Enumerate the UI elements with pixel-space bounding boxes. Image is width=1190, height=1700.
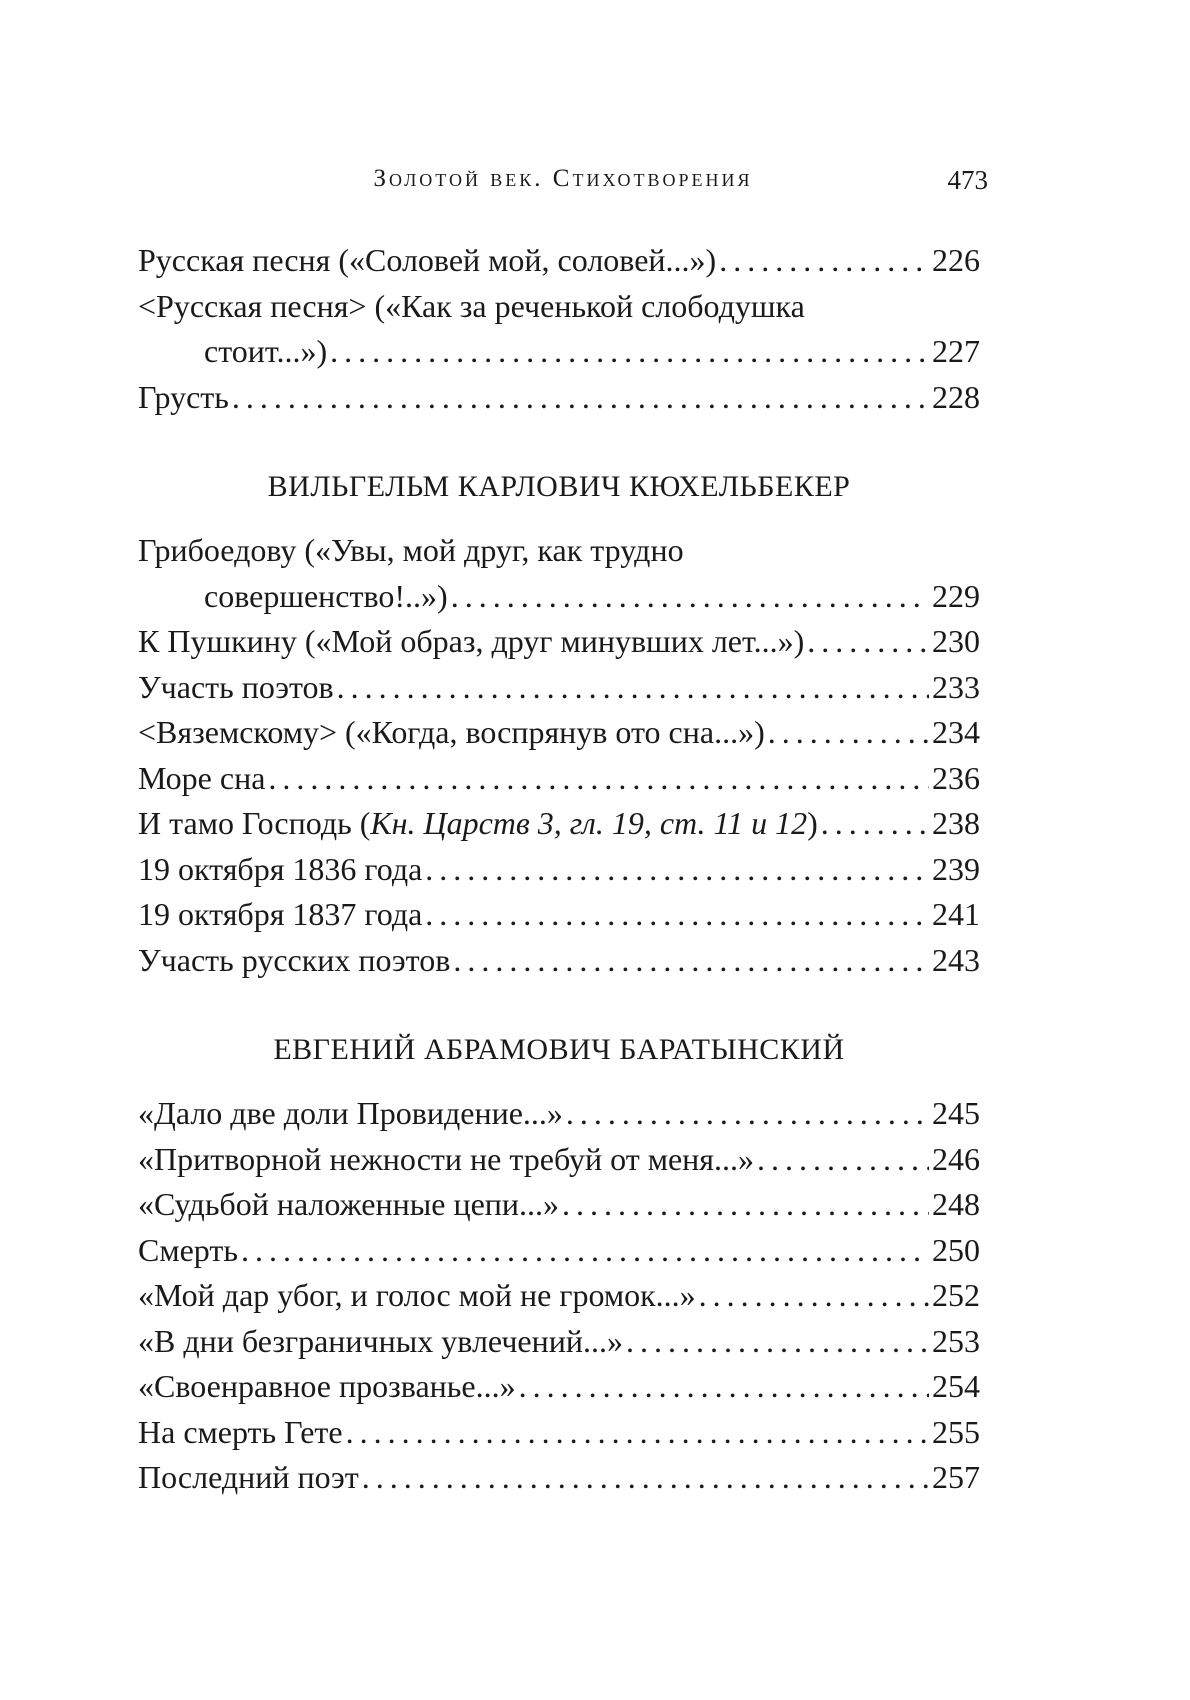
entry-title: «В дни безграничных увлечений...» bbox=[138, 1322, 623, 1359]
dot-leader bbox=[425, 892, 929, 938]
dot-leader bbox=[337, 665, 929, 711]
table-of-contents bbox=[138, 238, 980, 1501]
entry-page: 245 bbox=[932, 1095, 980, 1131]
entry-title: Русская песня («Соловей мой, соловей...») bbox=[138, 242, 717, 278]
toc-entry[interactable] bbox=[138, 938, 980, 984]
dot-leader bbox=[562, 1182, 929, 1228]
dot-leader bbox=[768, 710, 929, 756]
toc-entry[interactable] bbox=[138, 1228, 980, 1274]
entry-page: 253 bbox=[932, 1322, 980, 1359]
entry-title: Море сна bbox=[138, 759, 266, 796]
entry-page: 226 bbox=[932, 242, 980, 278]
toc-entry[interactable] bbox=[138, 892, 980, 938]
toc-entry[interactable] bbox=[138, 1410, 980, 1456]
toc-entry[interactable] bbox=[138, 1455, 980, 1501]
toc-entry[interactable] bbox=[138, 1364, 980, 1410]
toc-entry[interactable] bbox=[138, 238, 980, 284]
dot-leader bbox=[821, 801, 929, 847]
entry-page: 228 bbox=[932, 378, 980, 415]
dot-leader bbox=[268, 756, 929, 802]
entry-title-end: ) bbox=[807, 805, 818, 841]
entry-page: 246 bbox=[932, 1140, 980, 1177]
running-title: Золотой век. Стихотворения bbox=[373, 165, 753, 192]
toc-entry[interactable] bbox=[138, 1091, 980, 1137]
entry-page: 238 bbox=[932, 805, 980, 841]
dot-leader bbox=[362, 1455, 929, 1501]
entry-page: 234 bbox=[932, 714, 980, 750]
entry-page: 227 bbox=[932, 333, 980, 369]
entry-title: 19 октября 1836 года bbox=[138, 850, 423, 887]
toc-entry[interactable] bbox=[138, 619, 980, 665]
toc-entry[interactable] bbox=[138, 665, 980, 711]
toc-entry[interactable] bbox=[138, 1273, 980, 1319]
dot-leader bbox=[519, 1364, 929, 1410]
dot-leader bbox=[807, 619, 929, 665]
toc-entry[interactable] bbox=[138, 756, 980, 802]
entry-page: 230 bbox=[932, 623, 980, 659]
toc-entry[interactable] bbox=[138, 1137, 980, 1183]
entry-title: Последний поэт bbox=[138, 1459, 359, 1495]
entry-title: Смерть bbox=[138, 1231, 238, 1268]
page-number: 473 bbox=[947, 165, 988, 195]
entry-page: 255 bbox=[932, 1413, 980, 1450]
entry-title: Участь русских поэтов bbox=[138, 941, 451, 978]
dot-leader bbox=[757, 1137, 929, 1183]
entry-page: 252 bbox=[932, 1277, 980, 1313]
entry-title: «Притворной нежности не требуй от меня...» bbox=[138, 1140, 754, 1177]
toc-entry[interactable] bbox=[138, 375, 980, 421]
section-heading: ВИЛЬГЕЛЬМ КАРЛОВИЧ КЮХЕЛЬБЕКЕР bbox=[267, 470, 851, 503]
dot-leader bbox=[626, 1319, 929, 1365]
entry-page: 254 bbox=[932, 1368, 980, 1404]
entry-title-line2: совершенство!..») bbox=[204, 577, 448, 614]
entry-title bbox=[138, 801, 818, 847]
entry-title: «Своенравное прозванье...» bbox=[138, 1368, 516, 1404]
dot-leader bbox=[719, 238, 929, 284]
entry-page: 248 bbox=[932, 1186, 980, 1222]
entry-title: На смерть Гете bbox=[138, 1413, 343, 1450]
running-head bbox=[138, 165, 988, 205]
entry-page: 229 bbox=[932, 577, 980, 614]
dot-leader bbox=[330, 329, 929, 375]
entry-title-line1: Грибоедову («Увы, мой друг, как трудно bbox=[138, 532, 684, 568]
entry-title: 19 октября 1837 года bbox=[138, 896, 423, 932]
dot-leader bbox=[566, 1091, 929, 1137]
entry-page: 239 bbox=[932, 850, 980, 887]
entry-page: 250 bbox=[932, 1231, 980, 1268]
dot-leader bbox=[699, 1273, 929, 1319]
toc-entry[interactable] bbox=[138, 528, 980, 619]
dot-leader bbox=[232, 375, 929, 421]
section-heading: ЕВГЕНИЙ АБРАМОВИЧ БАРАТЫНСКИЙ bbox=[273, 1033, 845, 1066]
toc-entry[interactable] bbox=[138, 847, 980, 893]
toc-entry[interactable] bbox=[138, 1182, 980, 1228]
entry-title-plain: И тамо Господь ( bbox=[138, 805, 371, 841]
dot-leader bbox=[425, 847, 929, 893]
toc-section-kuchelbecker bbox=[138, 464, 980, 983]
dot-leader bbox=[453, 938, 929, 984]
toc-section-baratynsky bbox=[138, 1027, 980, 1501]
toc-entry[interactable] bbox=[138, 284, 980, 375]
entry-title-italic-reference: Кн. Царств 3, гл. 19, ст. 11 и 12 bbox=[370, 805, 808, 841]
dot-leader bbox=[241, 1228, 929, 1274]
entry-page: 243 bbox=[932, 941, 980, 978]
entry-title: <Вяземскому> («Когда, воспрянув ото сна...») bbox=[138, 714, 765, 750]
entry-page: 241 bbox=[932, 896, 980, 932]
entry-title: К Пушкину («Мой образ, друг минувших лет...») bbox=[138, 623, 805, 659]
entry-title: «Судьбой наложенные цепи...» bbox=[138, 1186, 560, 1222]
toc-entry[interactable] bbox=[138, 801, 980, 847]
entry-title: Грусть bbox=[138, 378, 229, 415]
entry-title: Участь поэтов bbox=[138, 668, 334, 705]
toc-entry[interactable] bbox=[138, 710, 980, 756]
dot-leader bbox=[451, 574, 929, 620]
toc-entry[interactable] bbox=[138, 1319, 980, 1365]
toc-section-1 bbox=[138, 238, 980, 420]
entry-title: «Мой дар убог, и голос мой не громок...» bbox=[138, 1277, 696, 1313]
entry-page: 236 bbox=[932, 759, 980, 796]
entry-title: «Дало две доли Провидение...» bbox=[138, 1095, 563, 1131]
entry-page: 233 bbox=[932, 668, 980, 705]
entry-title-line2: стоит...») bbox=[204, 333, 328, 369]
entry-page: 257 bbox=[932, 1459, 980, 1495]
dot-leader bbox=[346, 1410, 929, 1456]
entry-title-line1: <Русская песня> («Как за реченькой слободушка bbox=[138, 287, 805, 324]
